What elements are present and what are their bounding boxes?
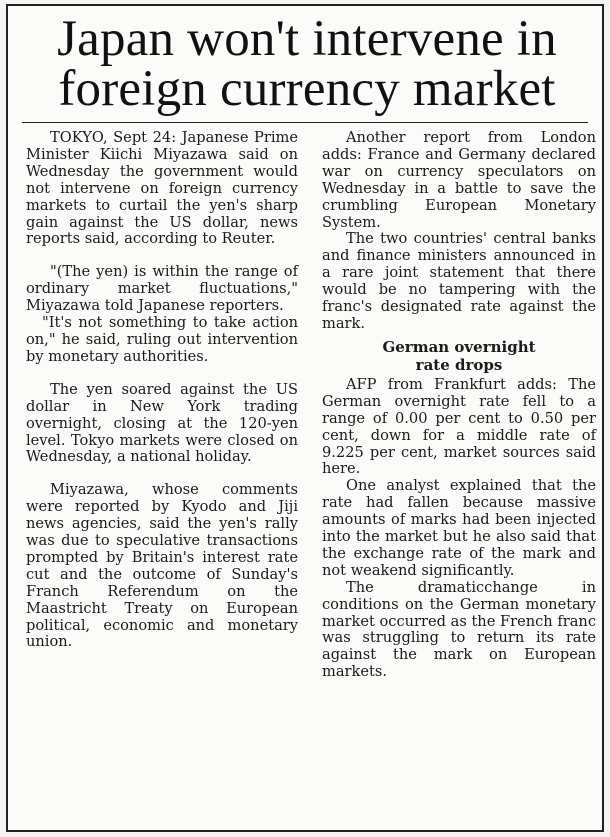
- paragraph: "It's not something to take action on," he said, ruling out intervention by monetary authorities.: [26, 314, 298, 365]
- paragraph: TOKYO, Sept 24: Japanese Prime Minister Kiichi Miyazawa said on Wednesday the government would not intervene on foreign currency markets to curtail the yen's sharp gain against the US dollar, news reports said, according to Reuter.: [26, 129, 298, 248]
- paragraph: Another report from London adds: France and Germany declared war on currency speculators on Wednesday in a battle to save the crumbling European Monetary System.: [322, 129, 596, 231]
- paragraph: "(The yen) is within the range of ordinary market fluctuations," Miyazawa told Japanese reporters.: [26, 263, 298, 315]
- news-clipping: [6, 4, 604, 832]
- paragraph: AFP from Frankfurt adds: The German overnight rate fell to a range of 0.00 per cent to 0.50 per cent, down for a middle rate of 9.225 per cent, market sources said here.: [322, 375, 596, 478]
- headline-line-1: Japan won't intervene in: [57, 11, 557, 67]
- headline-rule: [22, 122, 588, 123]
- paragraph: The two countries' central banks and finance ministers announced in a rare joint statement that there would be no tampering with the franc's designated rate against the mark.: [322, 230, 596, 332]
- subheading: [322, 338, 596, 374]
- paragraph: The dramaticchange in conditions on the German monetary market occurred as the French franc was struggling to return its rate against the mark on European markets.: [322, 578, 596, 681]
- right-column: [322, 130, 596, 681]
- headline: [8, 11, 606, 117]
- paragraph: Miyazawa, whose comments were reported by Kyodo and Jiji news agencies, said the yen's rally was due to speculative transactions prompted by Britain's interest rate cut and the outcome of Sunday's Franch Referendum on the Maastricht Treaty on European political, economic and monetary union.: [26, 481, 298, 651]
- subheading-line-2: rate drops: [415, 355, 503, 374]
- headline-line-2: foreign currency market: [58, 61, 556, 117]
- left-column: [26, 130, 298, 651]
- subheading-line-1: German overnight: [382, 337, 536, 356]
- paragraph: The yen soared against the US dollar in New York trading overnight, closing at the 120-yen level. Tokyo markets were closed on Wednesday, a national holiday.: [26, 380, 298, 466]
- paragraph: One analyst explained that the rate had fallen because massive amounts of marks had been injected into the market but he also said that the exchange rate of the mark and not weakend significantly.: [322, 477, 596, 579]
